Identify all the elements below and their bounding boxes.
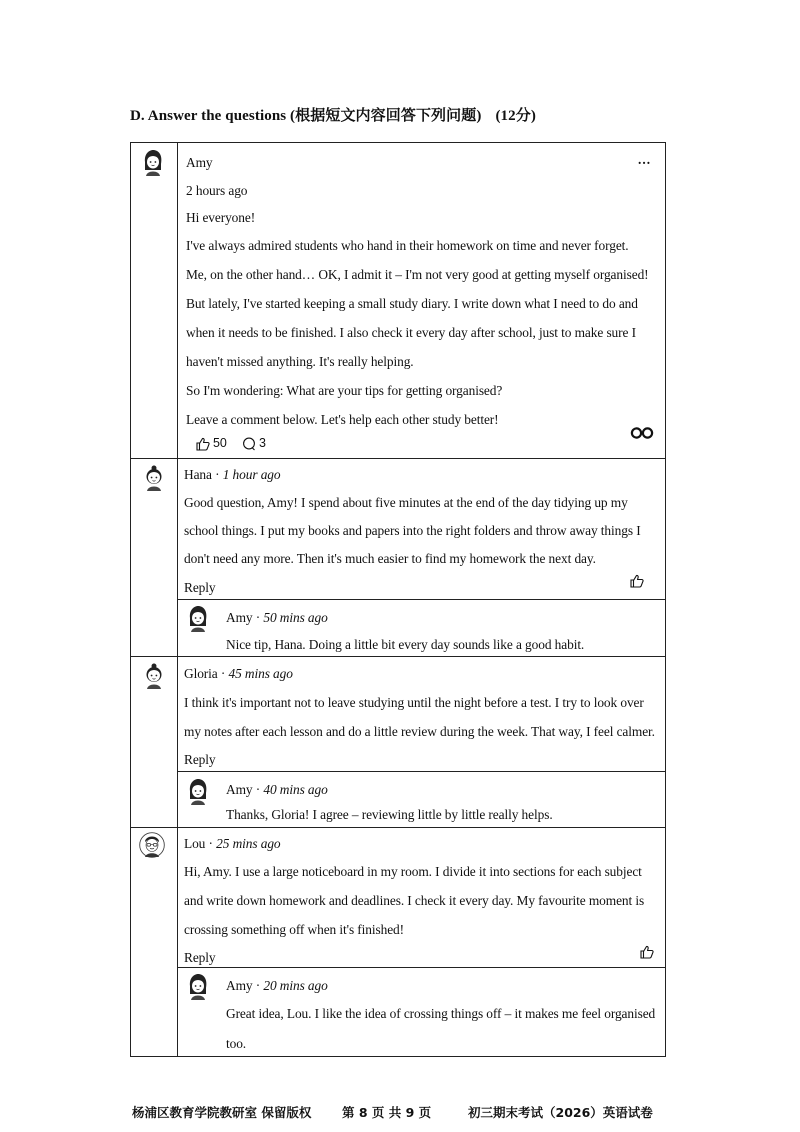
reply-button[interactable]: Reply [184,580,216,595]
footer-exam-title: 初三期末考试（2026）英语试卷 [468,1105,653,1120]
comment-time: 45 mins ago [228,666,293,681]
reply-divider-1 [177,599,665,600]
post-line: Leave a comment below. Let's help each other study better! [186,412,499,427]
comment-author-line: Lou · 25 mins ago [184,836,281,851]
reply-author[interactable]: Amy [226,782,253,797]
reply-button[interactable]: Reply [184,752,216,767]
reply-divider-2 [177,771,665,772]
comment-line: I think it's important not to leave studying until the night before a test. I try to look over [184,695,644,710]
post-line: I've always admired students who hand in their homework on time and never forget. [186,238,629,253]
comment-author-line: Gloria · 45 mins ago [184,666,293,681]
post-line: But lately, I've started keeping a small study diary. I write down what I need to do and [186,296,638,311]
post-line: haven't missed anything. It's really helping. [186,354,414,369]
reply-divider-3 [177,967,665,968]
comment-line: and write down homework and deadlines. I check it every day. My favourite moment is [184,893,645,908]
reply-author[interactable]: Amy [226,978,253,993]
comment-line: don't need any more. Then it's much easier to find my homework the next day. [184,551,596,566]
post-time: 2 hours ago [186,183,248,198]
hana-avatar-icon [143,465,165,491]
footer-copyright: 杨浦区教育学院教研室 保留版权 [132,1105,312,1120]
reply-time: 20 mins ago [263,978,328,993]
post-line: Hi everyone! [186,210,256,225]
lou-avatar-icon [139,832,165,860]
comment-author[interactable]: Hana [184,467,212,482]
reply-author-line: Amy · 20 mins ago [226,978,328,993]
reply-line: too. [226,1036,247,1051]
reply-line: Nice tip, Hana. Doing a little bit every day sounds like a good habit. [226,637,585,652]
post-author[interactable]: Amy [186,155,213,170]
post-divider-2 [130,656,665,657]
footer-page-number: 第 8 页 共 9 页 [342,1105,432,1120]
reply-time: 40 mins ago [263,782,328,797]
amy-avatar-icon [187,779,209,805]
more-options-icon[interactable]: ... [638,152,652,167]
comment-time: 25 mins ago [216,836,281,851]
comment-line: Hi, Amy. I use a large noticeboard in my room. I divide it into sections for each subject [184,864,642,879]
comment-line: Good question, Amy! I spend about five minutes at the end of the day tidying up my [184,495,628,510]
comment-time: 1 hour ago [222,467,281,482]
section-heading [130,104,536,125]
post-line: So I'm wondering: What are your tips for getting organised? [186,383,503,398]
like-count: 50 [213,436,227,450]
comment-line: school things. I put my books and papers into the right folders and throw away things I [184,523,641,538]
like-thumb-icon[interactable] [640,945,654,959]
comment-author-line: Hana · 1 hour ago [184,467,281,482]
post-divider-3 [130,827,665,828]
comment-author[interactable]: Gloria [184,666,218,681]
comment-line: my notes after each lesson and do a little review during the week. That way, I feel calmer. [184,724,655,739]
reply-author-line: Amy · 50 mins ago [226,610,328,625]
share-link-icon[interactable] [630,426,654,440]
like-thumb-icon[interactable] [196,437,210,451]
comment-count: 3 [259,436,266,450]
comment-bubble-icon[interactable] [242,437,256,451]
reply-author-line: Amy · 40 mins ago [226,782,328,797]
reply-author[interactable]: Amy [226,610,253,625]
amy-avatar-icon [187,606,209,632]
reply-button[interactable]: Reply [184,950,216,965]
post-line: when it needs to be finished. I also check it every day after school, just to make sure I [186,325,636,340]
comment-author[interactable]: Lou [184,836,206,851]
comment-line: crossing something off when it's finished! [184,922,405,937]
amy-avatar-icon [187,974,209,1000]
post-divider-1 [130,458,665,459]
like-thumb-icon[interactable] [630,574,644,588]
amy-avatar-icon [142,150,164,176]
post-line: Me, on the other hand… OK, I admit it – I'm not very good at getting myself organised! [186,267,649,282]
reply-line: Great idea, Lou. I like the idea of crossing things off – it makes me feel organised [226,1006,656,1021]
section-title: D. Answer the questions (根据短文内容回答下列问题) [130,108,482,124]
gloria-avatar-icon [143,663,165,689]
section-score: (12分) [495,108,536,124]
reply-time: 50 mins ago [263,610,328,625]
reply-line: Thanks, Gloria! I agree – reviewing little by little really helps. [226,807,553,822]
